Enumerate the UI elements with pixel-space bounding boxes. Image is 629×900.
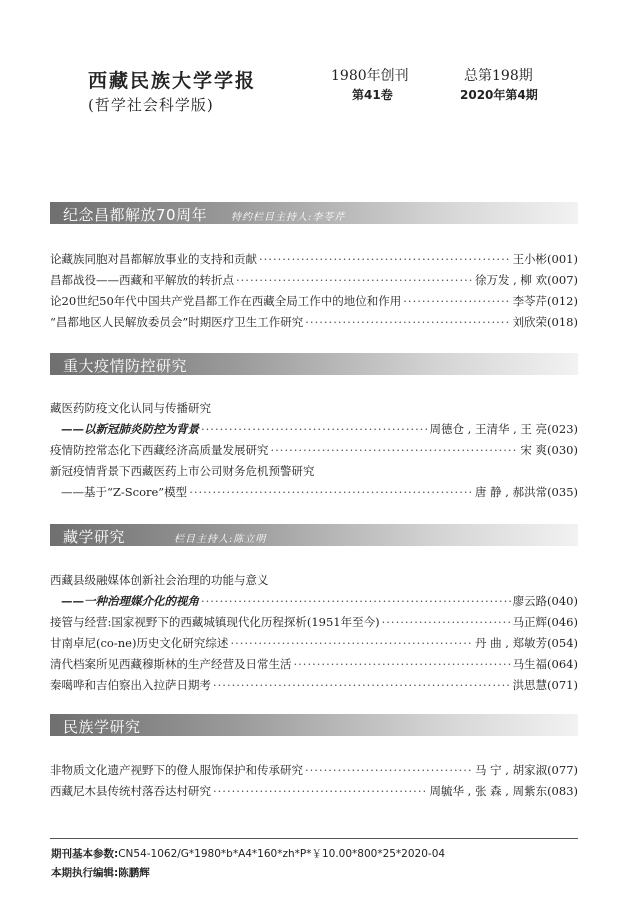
leader-dots: [259, 249, 511, 270]
article-subtitle: ——基于“Z-Score”模型: [61, 485, 188, 499]
toc-entry[interactable]: [50, 591, 578, 612]
article-author-page: 马正辉(046): [512, 615, 578, 629]
toc-entry[interactable]: [50, 633, 578, 654]
section-host: 特约栏目主持人:李苓芹: [231, 212, 346, 223]
section-epidemic: [50, 353, 578, 503]
year-issue: 2020年第4期: [460, 88, 538, 102]
toc-list: [50, 249, 578, 333]
article-title: 西藏尼木县传统村落吞达村研究: [50, 784, 211, 798]
article-author-page: 廖云路(040): [512, 594, 578, 608]
leader-dots: [382, 612, 511, 633]
article-author-page: 宋 爽(030): [520, 443, 578, 457]
article-title: 新冠疫情背景下西藏医药上市公司财务危机预警研究: [50, 464, 315, 478]
article-title: 非物质文化遗产视野下的僜人服饰保护和传承研究: [50, 763, 303, 777]
article-title: 藏医药防疫文化认同与传播研究: [50, 401, 211, 415]
article-title: 秦噶哗和吉伯察出入拉萨日期考: [50, 678, 211, 692]
section-header-bar: [50, 524, 578, 546]
article-title: 接管与经营:国家视野下的西藏城镇现代化历程探析(1951年至今): [50, 615, 380, 629]
toc-entry[interactable]: [50, 440, 578, 461]
volume-number: 第41卷: [352, 88, 393, 102]
leader-dots: [201, 591, 511, 612]
leader-dots: [201, 419, 427, 440]
article-author-page: 王小彬(001): [512, 252, 578, 266]
toc-entry[interactable]: [50, 570, 578, 591]
article-title: 疫情防控常态化下西藏经济高质量发展研究: [50, 443, 269, 457]
leader-dots: [230, 633, 473, 654]
article-title: 甘南卓尼(co-ne)历史文化研究综述: [50, 636, 229, 650]
total-issue-number: 总第198期: [464, 68, 533, 84]
section-ethnology: [50, 714, 578, 802]
section-title: 纪念昌都解放70周年: [63, 206, 208, 224]
leader-dots: [271, 440, 519, 461]
article-subtitle: ——一种治理媒介化的视角: [61, 594, 199, 608]
section-title: 重大疫情防控研究: [63, 357, 188, 375]
toc-entry[interactable]: [50, 249, 578, 270]
article-author-page: 马 宁 , 胡家淑(077): [474, 763, 578, 777]
article-title: 清代档案所见西藏穆斯林的生产经营及日常生活: [50, 657, 292, 671]
article-author-page: 周毓华 , 张 森 , 周紫东(083): [429, 784, 578, 798]
editor-label: 本期执行编辑:: [51, 867, 119, 879]
leader-dots: [305, 312, 510, 333]
toc-entry[interactable]: [50, 612, 578, 633]
article-author-page: 马生福(064): [512, 657, 578, 671]
leader-dots: [305, 760, 473, 781]
toc-entry[interactable]: [50, 461, 578, 482]
toc-entry[interactable]: [50, 482, 578, 503]
toc-list: [50, 398, 578, 503]
section-header-bar: [50, 714, 578, 736]
leader-dots: [294, 654, 511, 675]
article-author-page: 周德仓 , 王清华 , 王 亮(023): [429, 422, 578, 436]
leader-dots: [213, 675, 511, 696]
journal-title: 西藏民族大学学报: [88, 70, 257, 92]
journal-masthead: [0, 0, 629, 130]
toc-entry[interactable]: [50, 270, 578, 291]
toc-list: [50, 570, 578, 696]
article-subtitle: ——以新冠肺炎防控为背景: [61, 422, 199, 436]
leader-dots: [213, 781, 427, 802]
toc-list: [50, 760, 578, 802]
editor-name: 陈鹏辉: [118, 867, 150, 879]
leader-dots: [236, 270, 473, 291]
section-commemoration: [50, 202, 578, 333]
article-title: 西藏县级融媒体创新社会治理的功能与意义: [50, 573, 269, 587]
section-header-bar: [50, 353, 578, 375]
toc-entry[interactable]: [50, 675, 578, 696]
toc-entry[interactable]: [50, 419, 578, 440]
section-tibetology: [50, 524, 578, 696]
toc-entry[interactable]: [50, 654, 578, 675]
executive-editor: [51, 865, 150, 880]
toc-entry[interactable]: [50, 291, 578, 312]
section-header-bar: [50, 202, 578, 224]
leader-dots: [403, 291, 510, 312]
article-title: 论20世纪50年代中国共产党昌都工作在西藏全局工作中的地位和作用: [50, 294, 402, 308]
article-author-page: 刘欣荣(018): [512, 315, 578, 329]
article-author-page: 丹 曲 , 郑敏芳(054): [474, 636, 578, 650]
article-title: “昌都地区人民解放委员会”时期医疗卫生工作研究: [50, 315, 304, 329]
section-host: 栏目主持人:陈立明: [174, 534, 267, 545]
toc-entry[interactable]: [50, 781, 578, 802]
toc-entry[interactable]: [50, 760, 578, 781]
toc-entry[interactable]: [50, 398, 578, 419]
article-author-page: 李苓芹(012): [512, 294, 578, 308]
article-title: 昌都战役——西藏和平解放的转折点: [50, 273, 234, 287]
founded-year: 1980年创刊: [331, 68, 409, 84]
article-author-page: 唐 静 , 郝洪常(035): [474, 485, 578, 499]
journal-subtitle: (哲学社会科学版): [88, 96, 214, 114]
journal-parameters: [51, 846, 445, 861]
footer-divider: [50, 838, 578, 839]
article-author-page: 洪思慧(071): [512, 678, 578, 692]
parameters-label: 期刊基本参数:: [51, 848, 119, 860]
article-title: 论藏族同胞对昌都解放事业的支持和贡献: [50, 252, 257, 266]
section-title: 民族学研究: [63, 718, 141, 736]
leader-dots: [189, 482, 473, 503]
parameters-value: CN54-1062/G*1980*b*A4*160*zh*P*￥10.00*800*25*2020-04: [118, 848, 446, 860]
article-author-page: 徐万发 , 柳 欢(007): [474, 273, 578, 287]
toc-entry[interactable]: [50, 312, 578, 333]
section-title: 藏学研究: [63, 528, 126, 546]
